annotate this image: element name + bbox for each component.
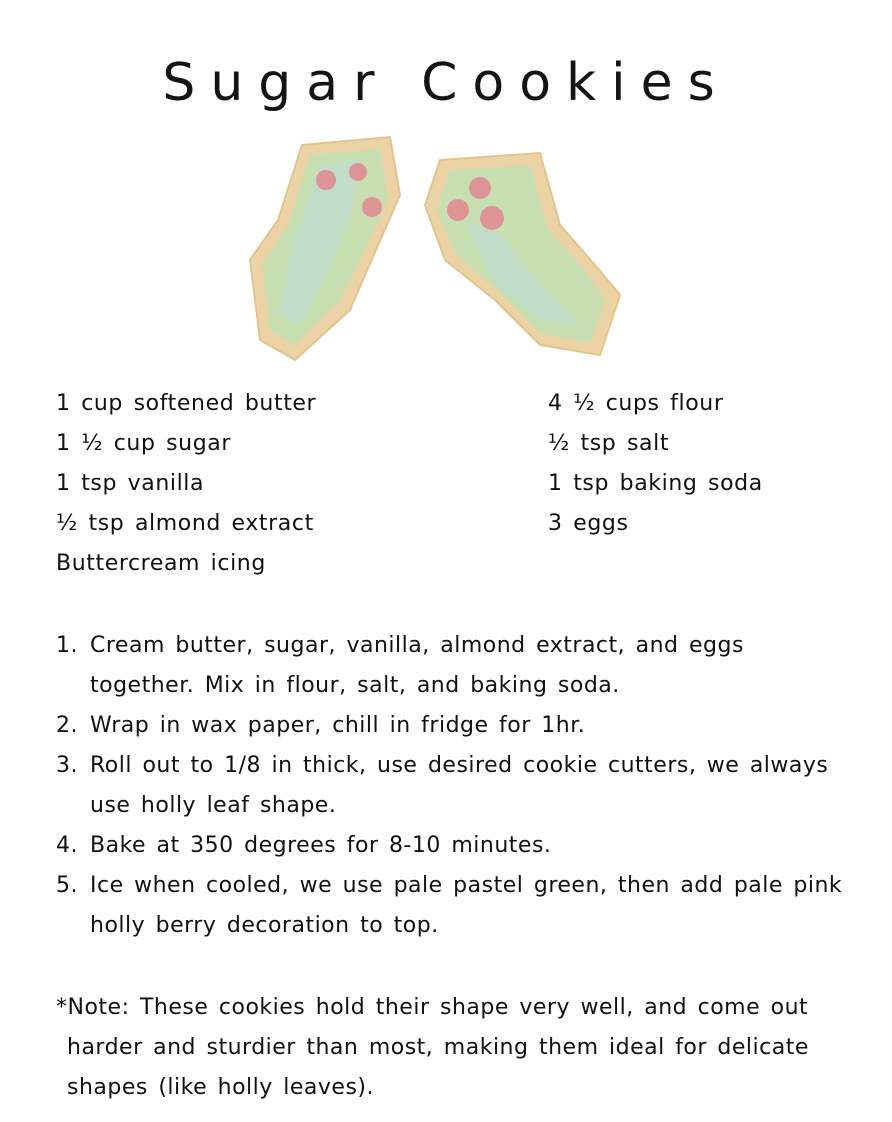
instruction-step: [56, 706, 856, 746]
ingredient-item: 1 cup softened butter: [56, 391, 317, 416]
instructions-list: [56, 626, 856, 946]
ingredients-left-column: [56, 386, 316, 586]
step-number: 2.: [56, 713, 78, 738]
step-text: Ice when cooled, we use pale pastel green, then add pale pink holly berry decoration to top.: [90, 873, 843, 938]
step-text: Wrap in wax paper, chill in fridge for 1hr.: [90, 713, 586, 738]
ingredient-item: 1 ½ cup sugar: [56, 431, 232, 456]
instruction-step: [56, 866, 856, 946]
holly-leaf-cookie-icon: [250, 137, 400, 360]
step-number: 4.: [56, 833, 78, 858]
ingredient-item: ½ tsp salt: [548, 431, 670, 456]
recipe-note: [56, 988, 836, 1108]
ingredient-item: 3 eggs: [548, 511, 629, 536]
ingredient-item: 4 ½ cups flour: [548, 391, 724, 416]
step-text: Bake at 350 degrees for 8-10 minutes.: [90, 833, 552, 858]
ingredient-item: Buttercream icing: [56, 551, 266, 576]
recipe-title: Sugar Cookies: [162, 52, 730, 113]
ingredient-item: ½ tsp almond extract: [56, 511, 314, 536]
instruction-step: [56, 826, 856, 866]
instruction-step: [56, 626, 856, 706]
note-line: *Note: These cookies hold their shape very well, and come out: [56, 995, 809, 1020]
note-line: harder and sturdier than most, making them ideal for delicate: [67, 1035, 809, 1060]
ingredient-item: 1 tsp vanilla: [56, 471, 205, 496]
step-text: Cream butter, sugar, vanilla, almond extract, and eggs together. Mix in flour, salt, and baking soda.: [90, 633, 744, 698]
ingredients-right-column: [548, 386, 763, 546]
step-number: 3.: [56, 753, 78, 778]
step-number: 5.: [56, 873, 78, 898]
ingredient-item: 1 tsp baking soda: [548, 471, 763, 496]
step-text: Roll out to 1/8 in thick, use desired cookie cutters, we always use holly leaf shape.: [90, 753, 829, 818]
instruction-step: [56, 746, 856, 826]
step-number: 1.: [56, 633, 78, 658]
note-line: shapes (like holly leaves).: [67, 1075, 374, 1100]
holly-cookies-illustration: [240, 125, 640, 375]
holly-leaf-cookie-icon: [425, 153, 620, 355]
